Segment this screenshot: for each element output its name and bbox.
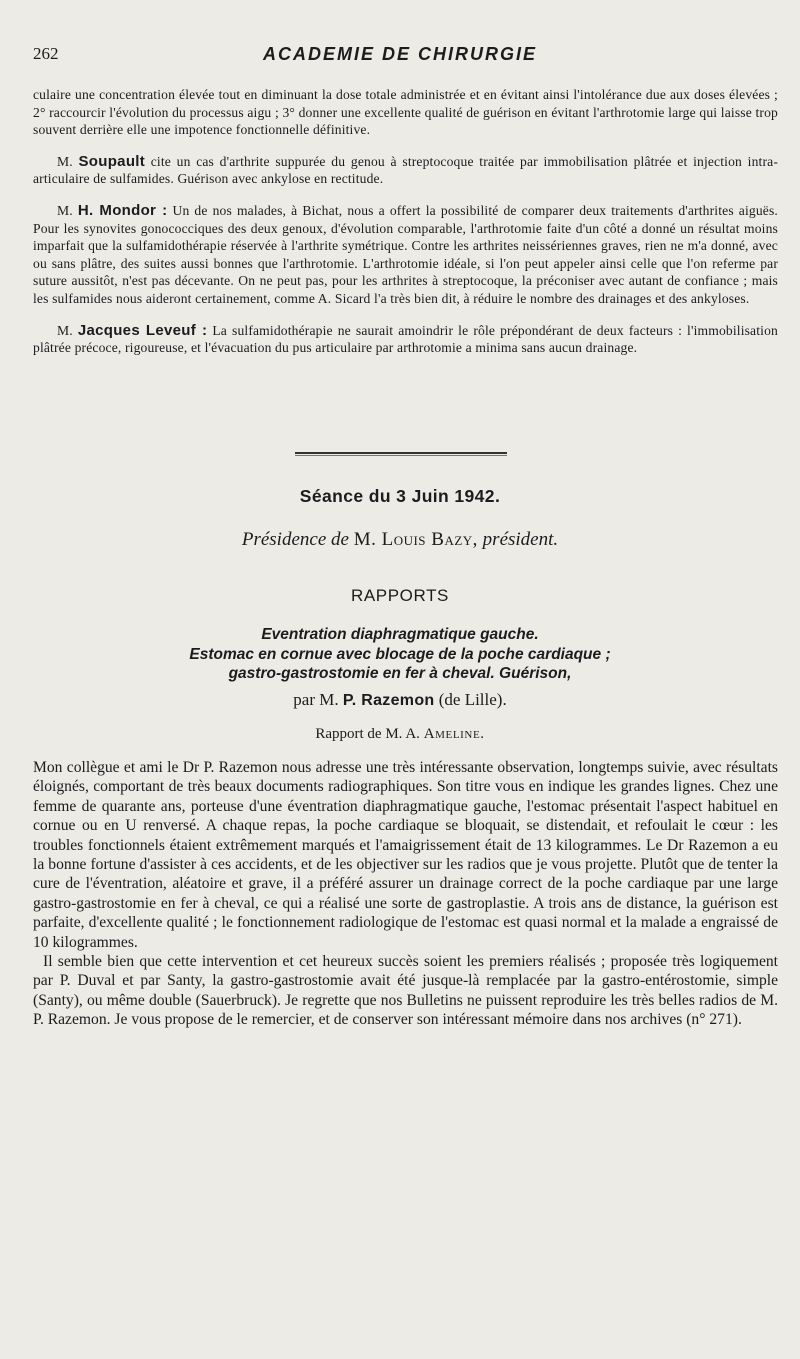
report-title-line: Eventration diaphragmatique gauche.: [261, 626, 539, 643]
section-divider-thin: [295, 455, 507, 456]
speaker-name: H. Mondor :: [77, 201, 168, 219]
speaker-prefix: M.: [57, 322, 73, 338]
report-title-line: gastro-gastrostomie en fer à cheval. Guérison,: [228, 665, 572, 682]
presidence-line: [0, 529, 800, 551]
rapporteur-line: [0, 726, 800, 743]
speaker-name: Jacques Leveuf :: [77, 321, 208, 339]
author-suffix: (de Lille).: [434, 690, 507, 709]
seance-title: Séance du 3 Juin 1942.: [299, 486, 501, 506]
page-number: 262: [33, 44, 59, 63]
report-paragraph: Mon collègue et ami le Dr P. Razemon nous adresse une très intéressante observation, longtemps suivie, avec résultats éloignés, comportant de très beaux documents radiographiques. Son titre vous en indique les grandes lignes. Chez une femme de quarante ans, porteuse d'une éventration diaphragmatique gauche, l'estomac présentait l'aspect habituel en cornue ou en U renversé. A chaque repas, la poche cardiaque se bloquait, se distendait, et refoulait le cœur : les troubles fonctionnels étaient extrêmement marqués et l'amaigrissement était de 13 kilogrammes. Le Dr Razemon a eu la bonne fortune d'assister à ces accidents, et de les objectiver sur les radios que je vous projette. Plutôt que de tenter la cure de l'éventration, aléatoire et grave, il a préféré assurer un drainage correct de la poche cardiaque par une large gastro-gastrostomie en fer à cheval, ce qui a réalisé une sorte de gastroplastie. A trois ans de distance, la guérison est parfaite, d'excellente qualité ; le fonctionnement radiologique de l'estomac est quasi normal et la malade a engraissé de 10 kilogrammes.: [33, 759, 778, 951]
section-divider: [295, 452, 507, 454]
intervention-text: Un de nos malades, à Bichat, nous a offert la possibilité de comparer deux traitements d'arthrites aiguës. Pour les synovites gonococciques des deux genoux, d'évolution comparable, l'arthrotomie faite d'un côté a donné un résultat moins imparfait que la sulfamidothérapie réservée à l'arthrite symétrique. Contre les arthrites neissériennes graves, rien ne m'a donné, avec ou sans plâtre, des suites aussi bonnes que l'arthrotomie. L'arthrotomie idéale, si l'on peut appeler ainsi celle que l'on referme par suture aussitôt, n'est pas décevante. On ne peut pas, pour les arthrites à streptocoque, la préconiser avec autant de confiance ; mais les sulfamides nous aideront certainement, comme A. Sicard l'a très bien dit, à réduire le nombre des drainages et des ankyloses.: [33, 202, 778, 306]
discussion-section: [33, 86, 778, 371]
rapports-heading: RAPPORTS: [350, 586, 449, 605]
report-body: [33, 758, 778, 1030]
report-title-line: Estomac en cornue avec blocage de la poche cardiaque ;: [189, 645, 611, 663]
running-title: ACADEMIE DE CHIRURGIE: [262, 44, 537, 64]
report-paragraph: Il semble bien que cette intervention et cet heureux succès soient les premiers réalisés ; proposée très logiquement par P. Duval et par Santy, la gastro-gastrostomie avait été jusque-là remplacée par la gastro-entérostomie, simple (Santy), ou même double (Sauerbruck). Je regrette que nos Bulletins ne puissent reproduire les très belles radios de M. P. Razemon. Je vous propose de le remercier, et de conserver son intéressant mémoire dans nos archives (n° 271).: [33, 953, 778, 1029]
intervention-mondor: [33, 202, 778, 308]
speaker-name: Soupault: [78, 152, 146, 170]
page-header: [33, 44, 767, 72]
author-prefix: par M.: [293, 690, 343, 709]
presidence-prefix: Présidence de: [241, 529, 354, 550]
intervention-text: cite un cas d'arthrite suppurée du genou à streptocoque traitée par immobilisation plâtrée et injection intra-articulaire de sulfamides. Guérison avec ankylose en rectitude.: [33, 153, 778, 187]
president-name: M. Louis Bazy,: [353, 529, 478, 550]
author-name: P. Razemon: [342, 692, 435, 709]
continuation-paragraph: culaire une concentration élevée tout en diminuant la dose totale administrée et en évitant ainsi l'intolérance due aux doses élevées ; 2° raccourcir l'évolution du processus aigu ; 3° donner une excellente qualité de guérison en évitant l'arthrotomie large qui laisse trop souvent derrière elle une impotence fonctionnelle définitive.: [33, 87, 778, 138]
intervention-text: La sulfamidothérapie ne saurait amoindrir le rôle prépondérant de deux facteurs : l'immobilisation plâtrée précoce, rigoureuse, et l'évacuation du pus articulaire par arthrotomie a minima sans aucun drainage.: [33, 322, 778, 356]
intervention-soupault: [33, 153, 778, 188]
report-author: [0, 690, 800, 710]
presidence-suffix: président.: [477, 529, 559, 550]
rapporteur-name: Ameline.: [423, 726, 485, 742]
speaker-prefix: M.: [57, 153, 73, 169]
report-title: [0, 625, 800, 684]
rapporteur-prefix: Rapport de M. A.: [315, 726, 424, 742]
intervention-leveuf: [33, 322, 778, 357]
speaker-prefix: M.: [57, 202, 73, 218]
